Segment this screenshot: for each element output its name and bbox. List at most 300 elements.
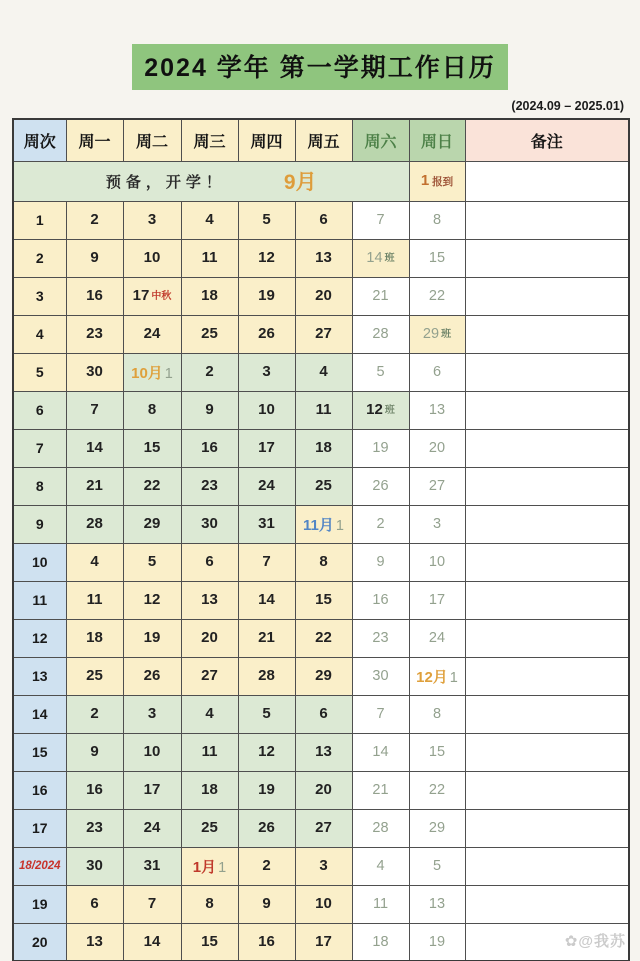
day-number: 7 bbox=[90, 401, 99, 418]
week-number-cell: 20 bbox=[13, 923, 66, 961]
remark-cell bbox=[465, 277, 629, 315]
day-number: 14 bbox=[372, 744, 389, 760]
day-number: 6 bbox=[319, 211, 328, 228]
day-number: 21 bbox=[372, 782, 389, 798]
day-cell bbox=[181, 581, 238, 619]
day-cell bbox=[409, 581, 465, 619]
day-cell bbox=[123, 809, 181, 847]
day-number: 8 bbox=[147, 401, 157, 418]
day-number: 27 bbox=[201, 667, 218, 684]
remark-cell bbox=[465, 771, 629, 809]
day-number: 16 bbox=[86, 781, 103, 798]
day-cell bbox=[238, 315, 295, 353]
day-cell bbox=[295, 657, 352, 695]
day-number: 26 bbox=[372, 478, 389, 494]
day-number: 4 bbox=[205, 705, 214, 722]
day-cell bbox=[238, 543, 295, 581]
day-cell bbox=[181, 771, 238, 809]
remark-cell bbox=[465, 809, 629, 847]
day-cell bbox=[295, 733, 352, 771]
day-annotation: 班 bbox=[384, 253, 395, 264]
day-number: 9 bbox=[262, 895, 271, 912]
column-header-4: 周四 bbox=[238, 119, 295, 161]
day-number: 22 bbox=[315, 629, 332, 646]
day-number: 25 bbox=[201, 325, 218, 342]
calendar-week-row-13 bbox=[13, 657, 629, 695]
week-number-cell: 5 bbox=[13, 353, 66, 391]
day-cell bbox=[238, 353, 295, 391]
day-cell bbox=[295, 429, 352, 467]
day-number: 9 bbox=[90, 743, 99, 760]
day-cell bbox=[123, 885, 181, 923]
week-number-cell: 2 bbox=[13, 239, 66, 277]
remark-cell bbox=[465, 581, 629, 619]
remark-cell bbox=[465, 239, 629, 277]
day-number: 20 bbox=[428, 440, 446, 456]
day-cell bbox=[123, 733, 181, 771]
day-number: 3 bbox=[147, 705, 157, 722]
day-cell bbox=[123, 771, 181, 809]
day-number: 30 bbox=[201, 515, 218, 532]
day-cell bbox=[66, 543, 123, 581]
day-cell bbox=[352, 847, 409, 885]
day-number: 21 bbox=[372, 288, 389, 304]
day-number: 21 bbox=[86, 477, 103, 494]
day-number: 23 bbox=[372, 630, 389, 646]
day-cell bbox=[409, 923, 465, 961]
day-number: 11 bbox=[201, 249, 218, 266]
day-number: 7 bbox=[147, 895, 157, 912]
day-number: 18 bbox=[201, 287, 218, 304]
day-number: 21 bbox=[258, 629, 275, 646]
day-cell bbox=[66, 619, 123, 657]
day-number: 9 bbox=[205, 401, 214, 418]
week-number-cell: 4 bbox=[13, 315, 66, 353]
september-banner-row bbox=[13, 161, 629, 201]
day-number: 2 bbox=[376, 516, 385, 532]
day-number: 11 bbox=[201, 743, 218, 760]
day-number: 17 bbox=[315, 932, 332, 950]
remark-cell bbox=[465, 733, 629, 771]
day-number: 31 bbox=[258, 515, 275, 532]
week-number-cell: 8 bbox=[13, 467, 66, 505]
day-number: 8 bbox=[432, 706, 442, 722]
day-number: 2 bbox=[90, 705, 99, 722]
day-cell bbox=[181, 391, 238, 429]
day-cell bbox=[66, 315, 123, 353]
day-cell bbox=[295, 809, 352, 847]
day-number: 6 bbox=[205, 553, 214, 570]
day-cell bbox=[238, 771, 295, 809]
day-cell bbox=[66, 733, 123, 771]
day-cell bbox=[409, 543, 465, 581]
day-number: 23 bbox=[201, 477, 218, 494]
column-header-2: 周二 bbox=[123, 119, 181, 161]
day-number: 25 bbox=[86, 667, 103, 684]
day-number: 14 bbox=[143, 932, 161, 950]
day-number: 15 bbox=[428, 744, 446, 760]
semester-start-label: 预备，开学！ bbox=[105, 173, 226, 191]
day-cell bbox=[66, 771, 123, 809]
day-number: 13 bbox=[86, 932, 103, 950]
day-cell bbox=[238, 733, 295, 771]
day-cell bbox=[66, 201, 123, 239]
day-cell bbox=[409, 885, 465, 923]
day-cell bbox=[352, 619, 409, 657]
day-cell bbox=[123, 467, 181, 505]
day-cell bbox=[295, 467, 352, 505]
week-number-cell: 17 bbox=[13, 809, 66, 847]
calendar-week-row-9 bbox=[13, 505, 629, 543]
day-number: 30 bbox=[372, 668, 389, 684]
day-cell bbox=[181, 467, 238, 505]
day-cell bbox=[295, 543, 352, 581]
remark-cell bbox=[465, 161, 629, 201]
month-start-label: 11月 bbox=[303, 516, 334, 534]
week-number-cell: 13 bbox=[13, 657, 66, 695]
day-cell bbox=[409, 505, 465, 543]
day-cell bbox=[409, 695, 465, 733]
day-number: 22 bbox=[428, 288, 446, 304]
calendar-week-row-10 bbox=[13, 543, 629, 581]
day-cell bbox=[409, 619, 465, 657]
day-number: 12 bbox=[258, 249, 275, 266]
day-cell bbox=[181, 201, 238, 239]
day-number: 1 bbox=[164, 365, 173, 382]
day-number: 20 bbox=[315, 287, 332, 304]
day-number: 4 bbox=[205, 211, 214, 228]
day-number: 10 bbox=[258, 401, 275, 418]
week-number-cell: 18/2024 bbox=[13, 847, 66, 885]
header-row bbox=[13, 119, 629, 161]
day-number: 4 bbox=[319, 363, 328, 380]
day-number: 14 bbox=[86, 439, 103, 456]
day-cell bbox=[123, 505, 181, 543]
column-header-7: 周日 bbox=[409, 119, 465, 161]
calendar-table bbox=[12, 118, 630, 961]
day-number: 10 bbox=[143, 249, 161, 266]
day-cell bbox=[123, 277, 181, 315]
day-annotation: 中秋 bbox=[151, 291, 172, 302]
day-number: 23 bbox=[86, 325, 103, 342]
day-cell bbox=[352, 429, 409, 467]
day-cell bbox=[409, 391, 465, 429]
remark-cell bbox=[465, 391, 629, 429]
day-cell bbox=[295, 353, 352, 391]
week-number-cell: 19 bbox=[13, 885, 66, 923]
remark-cell bbox=[465, 201, 629, 239]
day-cell bbox=[295, 847, 352, 885]
day-number: 9 bbox=[376, 554, 385, 570]
column-header-5: 周五 bbox=[295, 119, 352, 161]
day-cell bbox=[181, 315, 238, 353]
day-number: 19 bbox=[258, 781, 275, 798]
day-cell bbox=[181, 619, 238, 657]
day-number: 26 bbox=[258, 325, 275, 342]
day-number: 18 bbox=[315, 439, 332, 456]
day-cell bbox=[295, 315, 352, 353]
day-cell bbox=[66, 809, 123, 847]
day-cell bbox=[238, 847, 295, 885]
day-cell bbox=[181, 505, 238, 543]
day-number: 8 bbox=[205, 895, 214, 912]
day-number: 25 bbox=[315, 477, 332, 494]
day-cell bbox=[352, 695, 409, 733]
calendar-week-row-4 bbox=[13, 315, 629, 353]
week-number-cell: 10 bbox=[13, 543, 66, 581]
day-number: 5 bbox=[147, 553, 157, 570]
day-number: 16 bbox=[372, 592, 389, 608]
day-number: 27 bbox=[428, 478, 446, 494]
remark-cell bbox=[465, 353, 629, 391]
day-number: 1 bbox=[335, 517, 344, 534]
day-cell bbox=[238, 923, 295, 961]
day-cell bbox=[181, 239, 238, 277]
day-number: 26 bbox=[258, 819, 275, 836]
day-cell bbox=[123, 581, 181, 619]
day-cell bbox=[409, 277, 465, 315]
day-cell bbox=[238, 277, 295, 315]
day-cell bbox=[409, 429, 465, 467]
day-number: 12 bbox=[366, 401, 383, 418]
day-cell bbox=[238, 695, 295, 733]
day-number: 16 bbox=[201, 439, 218, 456]
day-cell bbox=[352, 543, 409, 581]
day-cell bbox=[238, 809, 295, 847]
day-number: 18 bbox=[201, 781, 218, 798]
week-number-cell: 15 bbox=[13, 733, 66, 771]
day-cell bbox=[66, 923, 123, 961]
day-cell bbox=[409, 809, 465, 847]
day-number: 11 bbox=[315, 401, 332, 418]
day-cell bbox=[352, 505, 409, 543]
day-cell bbox=[66, 885, 123, 923]
day-number: 3 bbox=[147, 211, 157, 228]
day-cell bbox=[295, 923, 352, 961]
day-cell bbox=[295, 695, 352, 733]
day-number: 3 bbox=[432, 516, 442, 532]
day-number: 6 bbox=[319, 705, 328, 722]
day-cell bbox=[123, 847, 181, 885]
month-banner-september bbox=[13, 161, 409, 201]
report-day-cell bbox=[409, 161, 465, 201]
calendar-week-row-14 bbox=[13, 695, 629, 733]
day-cell bbox=[238, 619, 295, 657]
day-cell bbox=[66, 847, 123, 885]
day-cell bbox=[181, 809, 238, 847]
day-cell bbox=[238, 657, 295, 695]
day-cell bbox=[409, 467, 465, 505]
day-cell bbox=[181, 429, 238, 467]
day-number: 7 bbox=[376, 212, 385, 228]
calendar-week-row-6 bbox=[13, 391, 629, 429]
day-cell bbox=[123, 239, 181, 277]
remark-cell bbox=[465, 619, 629, 657]
day-cell bbox=[295, 619, 352, 657]
day-number: 25 bbox=[201, 819, 218, 836]
day-cell bbox=[181, 885, 238, 923]
day-number: 11 bbox=[372, 896, 389, 912]
day-number: 26 bbox=[143, 667, 161, 684]
day-number: 19 bbox=[428, 933, 446, 950]
day-number: 24 bbox=[143, 325, 161, 342]
day-cell bbox=[295, 771, 352, 809]
day-number: 24 bbox=[258, 477, 275, 494]
remark-cell bbox=[465, 885, 629, 923]
day-cell bbox=[409, 315, 465, 353]
day-cell bbox=[409, 657, 465, 695]
day-number: 12 bbox=[258, 743, 275, 760]
day-cell bbox=[66, 467, 123, 505]
day-cell bbox=[238, 429, 295, 467]
day-number: 18 bbox=[86, 629, 103, 646]
day-number: 16 bbox=[86, 287, 103, 304]
day-cell bbox=[238, 467, 295, 505]
day-number: 13 bbox=[315, 743, 332, 760]
calendar-week-row-18/2024 bbox=[13, 847, 629, 885]
day-cell bbox=[181, 733, 238, 771]
column-header-3: 周三 bbox=[181, 119, 238, 161]
day-number: 30 bbox=[86, 857, 103, 874]
day-cell bbox=[181, 543, 238, 581]
column-header-0: 周次 bbox=[13, 119, 66, 161]
week-number-cell: 9 bbox=[13, 505, 66, 543]
title-bar bbox=[0, 0, 640, 90]
page-title: 2024 学年 第一学期工作日历 bbox=[132, 44, 508, 90]
week-number-cell: 12 bbox=[13, 619, 66, 657]
day-annotation: 班 bbox=[441, 329, 452, 340]
day-cell bbox=[66, 581, 123, 619]
day-number: 27 bbox=[315, 819, 332, 836]
day-cell bbox=[66, 277, 123, 315]
day-number: 16 bbox=[258, 932, 275, 950]
day-cell bbox=[123, 429, 181, 467]
day-cell bbox=[409, 201, 465, 239]
day-cell bbox=[66, 429, 123, 467]
day-cell bbox=[238, 239, 295, 277]
day-cell bbox=[123, 657, 181, 695]
day-number: 28 bbox=[86, 515, 103, 532]
day-number: 28 bbox=[372, 326, 389, 342]
day-number: 6 bbox=[432, 364, 442, 380]
day-cell bbox=[295, 201, 352, 239]
day-number: 4 bbox=[90, 553, 99, 570]
day-number: 20 bbox=[315, 781, 332, 798]
day-cell bbox=[352, 467, 409, 505]
day-number: 13 bbox=[428, 402, 446, 418]
day-number: 18 bbox=[372, 933, 389, 950]
week-number-cell: 14 bbox=[13, 695, 66, 733]
day-number: 15 bbox=[143, 439, 161, 456]
day-cell bbox=[238, 581, 295, 619]
day-number: 17 bbox=[143, 781, 161, 798]
day-annotation: 班 bbox=[384, 405, 395, 416]
day-cell bbox=[352, 809, 409, 847]
day-cell bbox=[295, 277, 352, 315]
day-cell bbox=[181, 695, 238, 733]
day-number: 11 bbox=[86, 591, 103, 608]
day-cell bbox=[295, 885, 352, 923]
remark-cell bbox=[465, 847, 629, 885]
day-number: 24 bbox=[143, 819, 161, 836]
day-number: 13 bbox=[315, 249, 332, 266]
day-cell bbox=[352, 201, 409, 239]
remark-cell bbox=[465, 695, 629, 733]
day-number: 20 bbox=[201, 629, 218, 646]
column-header-6: 周六 bbox=[352, 119, 409, 161]
calendar-week-row-8 bbox=[13, 467, 629, 505]
month-start-label: 1月 bbox=[192, 858, 217, 876]
day-number: 2 bbox=[262, 857, 271, 874]
day-cell bbox=[123, 923, 181, 961]
day-cell bbox=[409, 771, 465, 809]
day-cell bbox=[66, 353, 123, 391]
day-number: 17 bbox=[258, 439, 275, 456]
month-start-label: 10月 bbox=[131, 364, 163, 382]
calendar-week-row-5 bbox=[13, 353, 629, 391]
day-number: 17 bbox=[428, 592, 446, 608]
calendar-week-row-3 bbox=[13, 277, 629, 315]
day-cell bbox=[352, 315, 409, 353]
day-number: 8 bbox=[432, 212, 442, 228]
day-cell bbox=[295, 581, 352, 619]
remark-cell bbox=[465, 543, 629, 581]
day-number: 6 bbox=[90, 895, 99, 912]
day-number: 9 bbox=[90, 249, 99, 266]
day-cell bbox=[181, 277, 238, 315]
day-number: 5 bbox=[262, 705, 271, 722]
day-cell bbox=[181, 847, 238, 885]
day-cell bbox=[123, 695, 181, 733]
day-number: 10 bbox=[315, 895, 332, 912]
day-cell bbox=[352, 239, 409, 277]
day-cell bbox=[238, 885, 295, 923]
day-number: 10 bbox=[143, 743, 161, 760]
day-cell bbox=[409, 353, 465, 391]
day-cell bbox=[123, 391, 181, 429]
day-cell bbox=[352, 885, 409, 923]
calendar-week-row-17 bbox=[13, 809, 629, 847]
day-cell bbox=[352, 733, 409, 771]
calendar-week-row-15 bbox=[13, 733, 629, 771]
day-number: 15 bbox=[428, 250, 446, 266]
day-cell bbox=[123, 201, 181, 239]
day-number: 29 bbox=[143, 515, 161, 532]
day-number: 3 bbox=[262, 363, 271, 380]
day-number: 29 bbox=[315, 667, 332, 684]
day-cell bbox=[238, 391, 295, 429]
day-cell bbox=[352, 581, 409, 619]
calendar-week-row-7 bbox=[13, 429, 629, 467]
day-number: 12 bbox=[143, 591, 161, 608]
day-cell bbox=[352, 657, 409, 695]
day-cell bbox=[409, 239, 465, 277]
day-number: 1 bbox=[449, 669, 458, 686]
remark-cell bbox=[465, 315, 629, 353]
day-number: 10 bbox=[428, 554, 446, 570]
day-cell bbox=[123, 543, 181, 581]
day-cell bbox=[181, 353, 238, 391]
day-number: 29 bbox=[428, 820, 446, 836]
day-number: 3 bbox=[319, 857, 328, 874]
week-number-cell: 7 bbox=[13, 429, 66, 467]
day-cell bbox=[352, 277, 409, 315]
week-number-cell: 3 bbox=[13, 277, 66, 315]
day-cell bbox=[123, 353, 181, 391]
day-number: 30 bbox=[86, 363, 103, 380]
remark-cell bbox=[465, 657, 629, 695]
calendar-week-row-20 bbox=[13, 923, 629, 961]
